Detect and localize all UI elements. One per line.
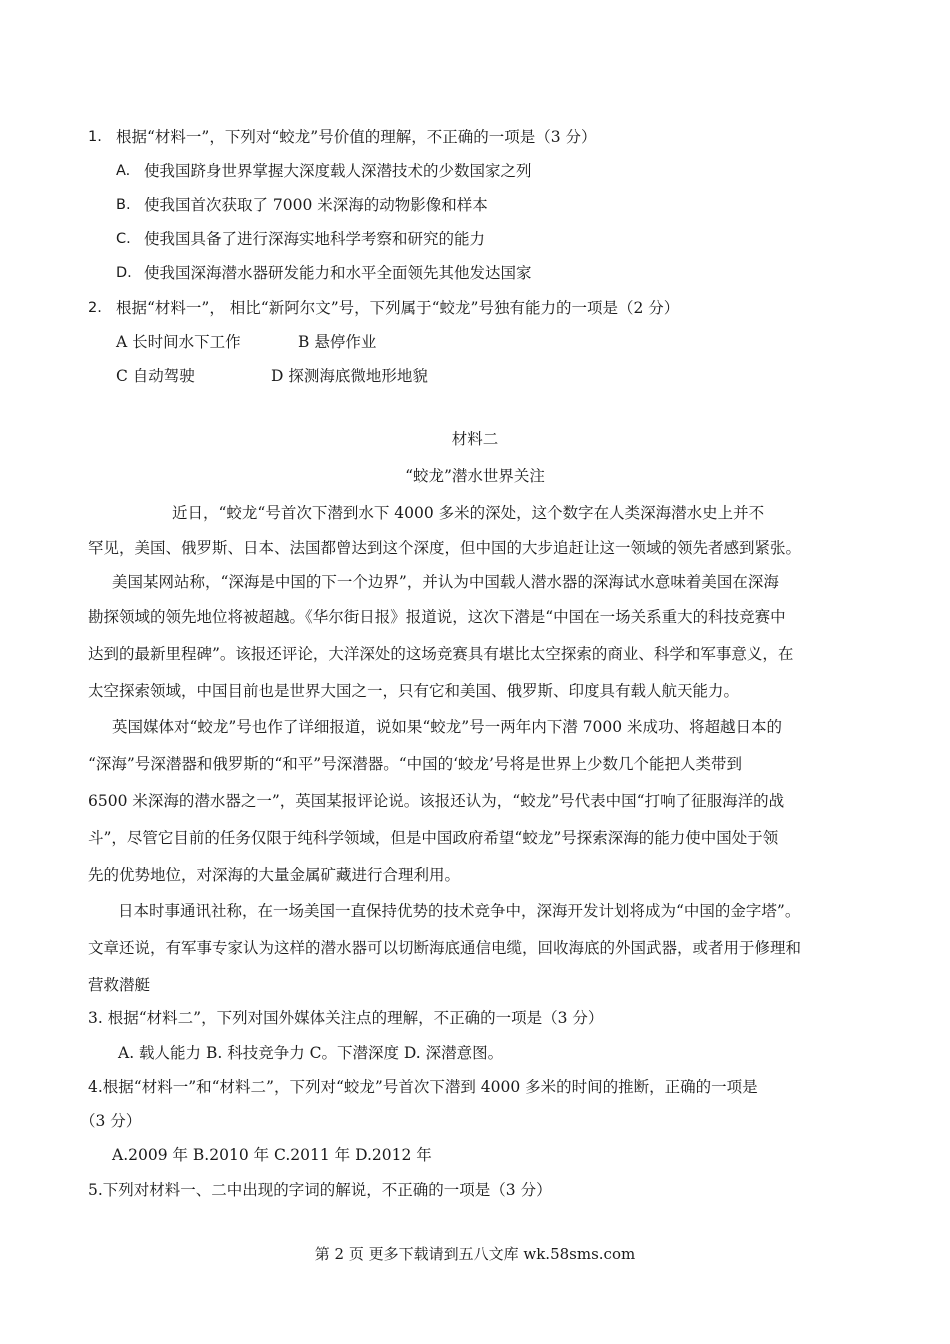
q1-number: 1. <box>88 129 102 145</box>
q2-option-a: A 长时间水下工作 <box>116 333 241 351</box>
page-footer: 第 2 页 更多下载请到五八文库 wk.58sms.com <box>314 1245 636 1263</box>
q3-stem: 3. 根据“材料二”，下列对国外媒体关注点的理解，不正确的一项是（3 分） <box>88 1009 604 1027</box>
q1-option-a-letter: A. <box>116 163 131 179</box>
q2-number: 2. <box>88 300 102 316</box>
q1-option-a-text: 使我国跻身世界掌握大深度载人深潜技术的少数国家之列 <box>144 162 532 180</box>
q4-score: （3 分） <box>80 1112 142 1130</box>
material2-title: “蛟龙”潜水世界关注 <box>405 467 545 485</box>
material2-line: 达到的最新里程碑”。该报还评论，大洋深处的这场竞赛具有堪比太空探索的商业、科学和军事意义，在 <box>88 645 794 663</box>
material2-line: 日本时事通讯社称，在一场美国一直保持优势的技术竞争中，深海开发计划将成为“中国的金字塔”。 <box>118 902 801 920</box>
q5-stem: 5.下列对材料一、二中出现的字词的解说，不正确的一项是（3 分） <box>88 1181 552 1199</box>
q1-option-b-text: 使我国首次获取了 7000 米深海的动物影像和样本 <box>144 196 488 214</box>
q2-option-c: C 自动驾驶 <box>116 367 195 385</box>
q1-option-b-letter: B. <box>116 197 131 213</box>
q2-option-b: B 悬停作业 <box>298 333 377 351</box>
material2-line: 先的优势地位，对深海的大量金属矿藏进行合理利用。 <box>88 866 461 884</box>
material2-line: 勘探领域的领先地位将被超越。《华尔街日报》报道说，这次下潜是“中国在一场关系重大的科技竞赛中 <box>88 608 786 626</box>
material2-line: 文章还说，有军事专家认为这样的潜水器可以切断海底通信电缆，回收海底的外国武器，或者用于修理和 <box>88 939 802 957</box>
material2-line: 斗”，尽管它目前的任务仅限于纯科学领域，但是中国政府希望“蛟龙”号探索深海的能力使中国处于领 <box>88 829 779 847</box>
material2-line: 近日，“蛟龙“号首次下潜到水下 4000 多米的深处，这个数字在人类深海潜水史上并不 <box>172 504 765 522</box>
material2-line: “深海”号深潜器和俄罗斯的“和平”号深潜器。“中国的‘蛟龙’号将是世界上少数几个能把人类带到 <box>88 755 742 773</box>
material2-line: 营救潜艇 <box>88 976 151 994</box>
q1-option-c-letter: C. <box>116 231 131 247</box>
q4-options: A.2009 年 B.2010 年 C.2011 年 D.2012 年 <box>112 1146 432 1164</box>
material2-line: 美国某网站称，“深海是中国的下一个边界”，并认为中国载人潜水器的深海试水意味着美国在深海 <box>112 573 779 591</box>
q2-option-d: D 探测海底微地形地貌 <box>271 367 428 385</box>
q1-option-d-letter: D. <box>116 265 132 281</box>
q4-stem: 4.根据“材料一”和“材料二”，下列对“蛟龙”号首次下潜到 4000 多米的时间的推断，正确的一项是 <box>88 1078 758 1096</box>
q1-option-d-text: 使我国深海潜水器研发能力和水平全面领先其他发达国家 <box>144 264 532 282</box>
material2-line: 6500 米深海的潜水器之一”，英国某报评论说。该报还认为，“蛟龙”号代表中国“打响了征服海洋的战 <box>88 792 785 810</box>
q2-stem: 根据“材料一”， 相比“新阿尔文”号，下列属于“蛟龙”号独有能力的一项是（2 分） <box>116 299 680 317</box>
q1-stem: 根据“材料一”，下列对“蛟龙”号价值的理解，不正确的一项是（3 分） <box>116 128 597 146</box>
material2-line: 太空探索领域，中国目前也是世界大国之一，只有它和美国、俄罗斯、印度具有载人航天能力。 <box>88 682 740 700</box>
q1-option-c-text: 使我国具备了进行深海实地科学考察和研究的能力 <box>144 230 486 248</box>
q3-options: A. 载人能力 B. 科技竞争力 C。下潜深度 D. 深潜意图。 <box>118 1044 504 1062</box>
material2-heading: 材料二 <box>451 430 499 448</box>
material2-line: 英国媒体对“蛟龙”号也作了详细报道，说如果“蛟龙”号一两年内下潜 7000 米成功、将超越日本的 <box>112 718 782 736</box>
material2-line: 罕见，美国、俄罗斯、日本、法国都曾达到这个深度，但中国的大步追赶让这一领域的领先者感到紧张。 <box>88 539 802 557</box>
